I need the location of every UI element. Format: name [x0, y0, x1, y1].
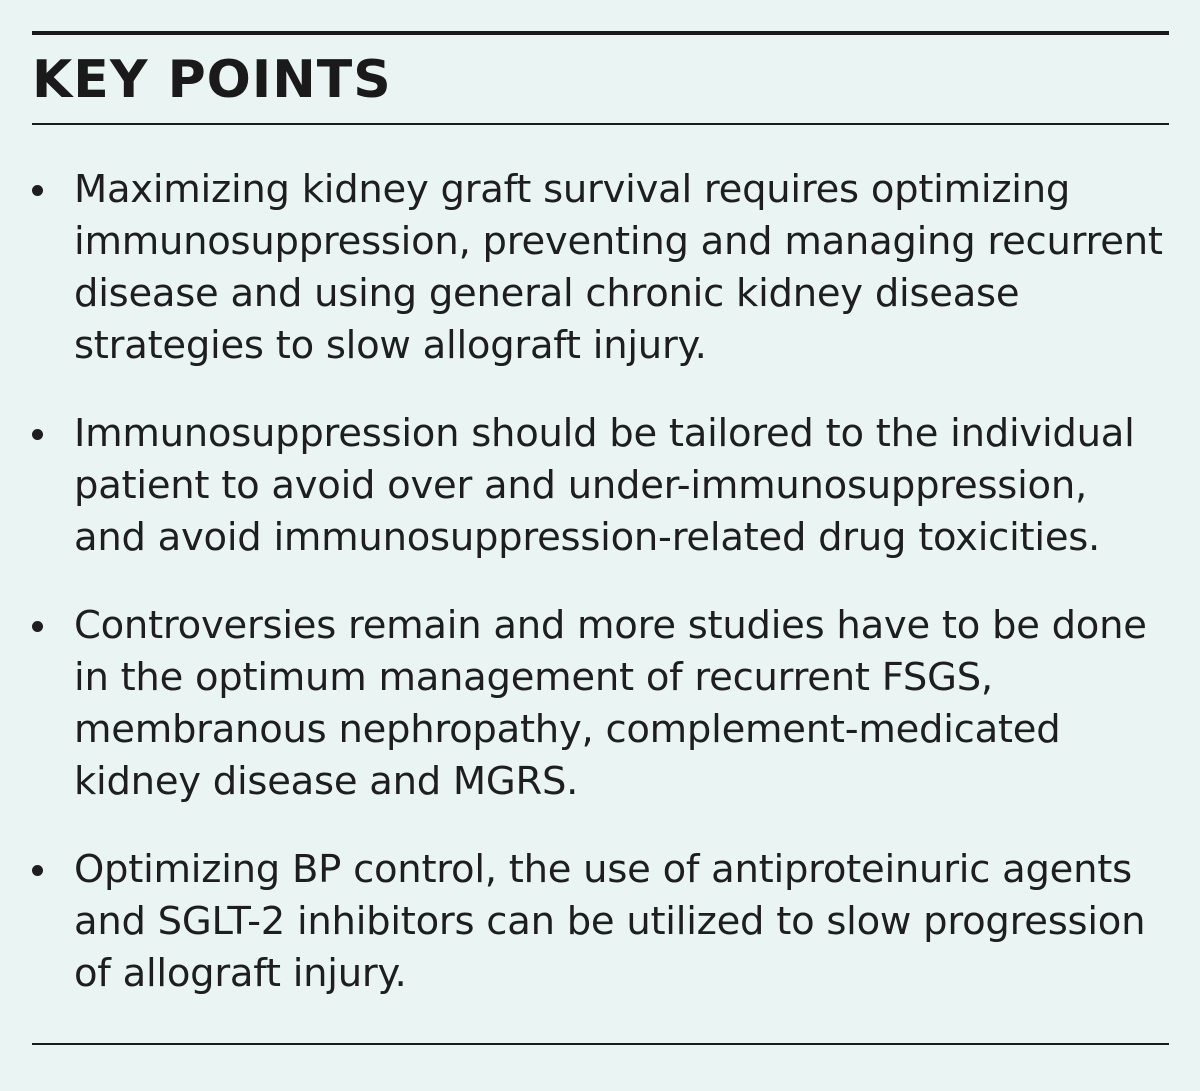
top-rule [32, 31, 1169, 35]
key-points-box [32, 31, 1169, 1044]
bullet-icon [32, 865, 43, 876]
key-point-text: Optimizing BP control, the use of antiproteinuric agents and SGLT-2 inhibitors can be utilized to slow progression of allograft injury. [74, 847, 1146, 996]
bullet-icon [32, 429, 43, 440]
key-point-item [32, 844, 1169, 1000]
key-point-text: Maximizing kidney graft survival requires optimizing immunosuppression, preventing and managing recurrent disease and using general chronic kidney disease strategies to slow allograft injury. [74, 167, 1163, 368]
key-point-item [32, 408, 1169, 564]
heading-underline [32, 123, 1169, 125]
key-point-text: Controversies remain and more studies have to be done in the optimum management of recurrent FSGS, membranous nephropathy, complement-medicated kidney disease and MGRS. [74, 603, 1147, 804]
key-point-item [32, 600, 1169, 808]
key-point-text: Immunosuppression should be tailored to the individual patient to avoid over and under-immunosuppression, and avoid immunosuppression-related drug toxicities. [74, 411, 1135, 560]
key-point-item [32, 164, 1169, 372]
key-points-list [32, 164, 1169, 1036]
bottom-rule [32, 1043, 1169, 1045]
bullet-icon [32, 621, 43, 632]
bullet-icon [32, 185, 43, 196]
key-points-heading: KEY POINTS [32, 50, 392, 110]
